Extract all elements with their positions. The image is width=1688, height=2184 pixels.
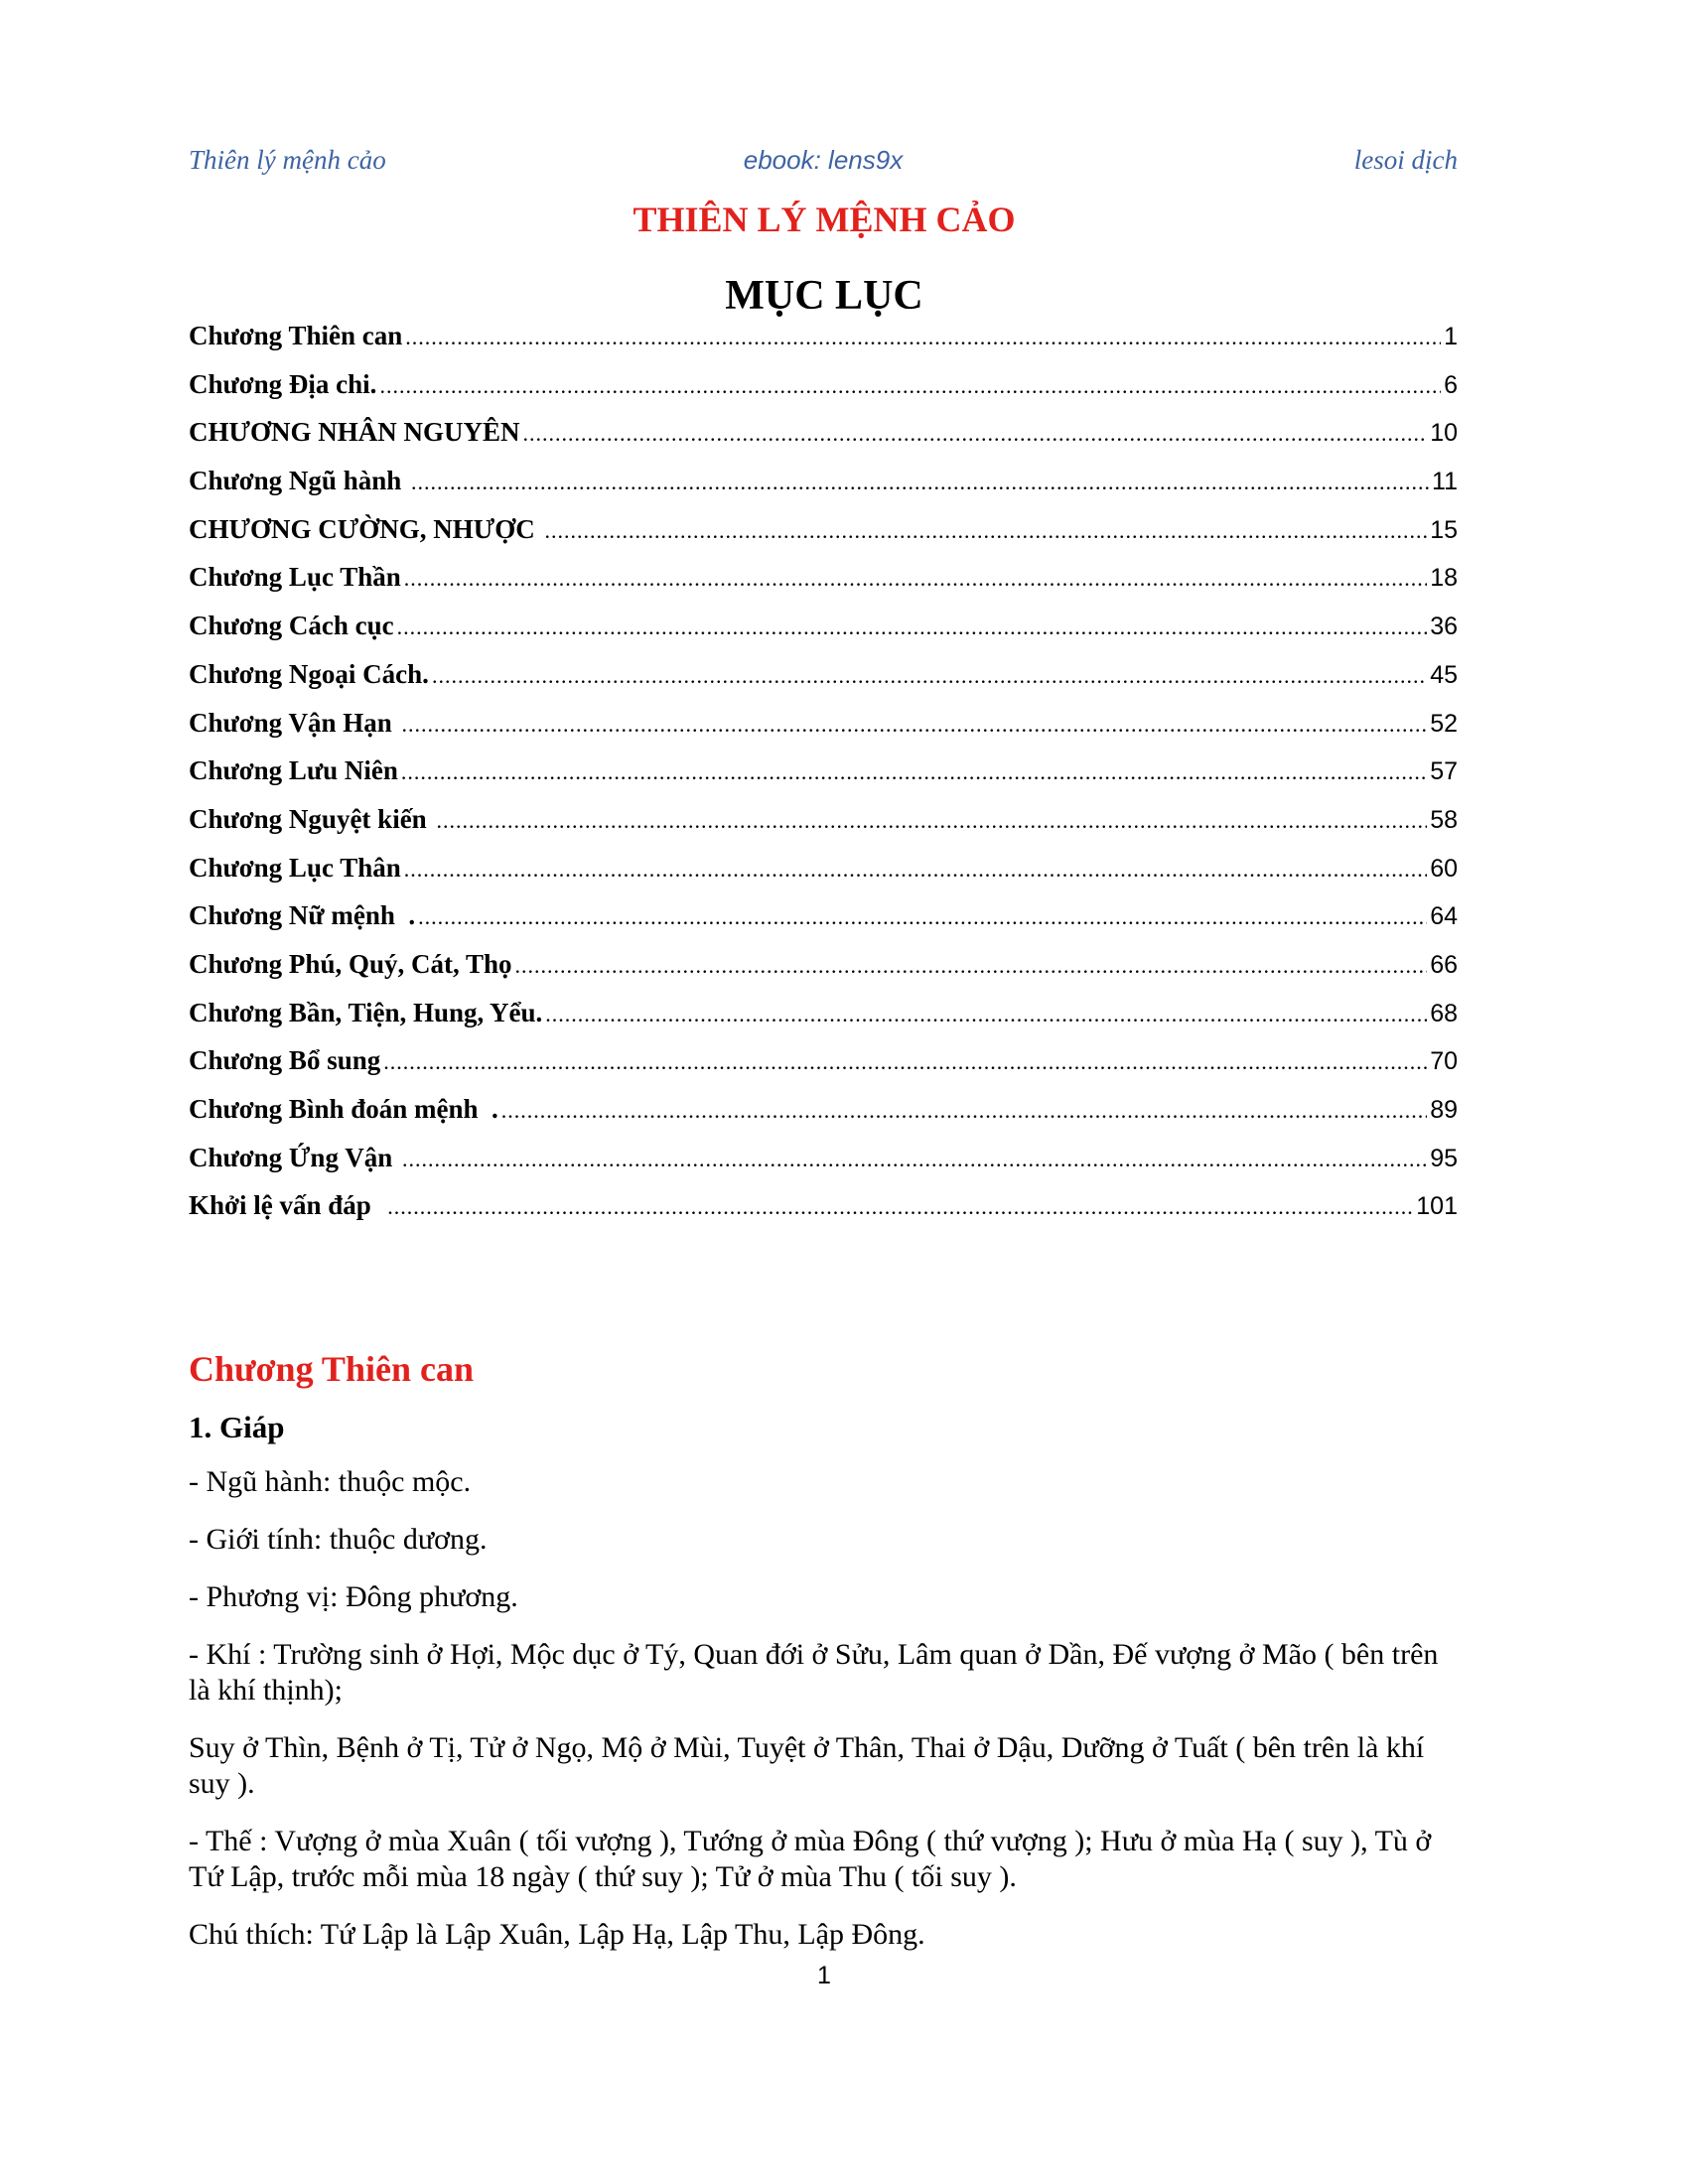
toc-entry[interactable] <box>189 369 1458 418</box>
toc-dot-leader <box>383 1049 1427 1075</box>
toc-entry-label: Chương Bình đoán mệnh . <box>189 1094 498 1124</box>
toc-entry-page: 1 <box>1444 323 1458 350</box>
section-title: 1. Giáp <box>189 1410 285 1444</box>
body-paragraph: - Ngũ hành: thuộc mộc. <box>189 1465 472 1498</box>
toc-entry-label: Chương Nguyệt kiến <box>189 803 434 834</box>
page-number: 1 <box>817 1962 831 1989</box>
toc-entry-page: 89 <box>1430 1096 1458 1124</box>
toc-dot-leader <box>436 808 1427 834</box>
toc-dot-leader <box>545 1002 1427 1027</box>
toc-entry-label: Chương Thiên can <box>189 321 403 350</box>
toc-dot-leader <box>387 1194 1413 1220</box>
toc-dot-leader <box>401 712 1427 738</box>
toc-entry-page: 68 <box>1430 999 1458 1027</box>
toc-entry[interactable] <box>189 900 1458 949</box>
toc-entry-page: 45 <box>1430 660 1458 689</box>
toc-entry[interactable] <box>189 804 1458 853</box>
toc-entry[interactable] <box>189 1190 1458 1239</box>
toc-entry-label: Chương Bổ sung <box>189 1045 381 1076</box>
toc-entry-page: 95 <box>1430 1144 1458 1172</box>
body-paragraph: - Phương vị: Đông phương. <box>189 1580 518 1613</box>
toc-dot-leader <box>397 614 1428 640</box>
running-header <box>189 145 1458 185</box>
toc-dot-leader <box>432 663 1427 689</box>
toc-dot-leader <box>401 759 1427 785</box>
toc-entry-label: Chương Vận Hạn <box>189 707 399 738</box>
toc-entry-page: 6 <box>1444 370 1458 399</box>
toc-dot-leader <box>411 470 1429 495</box>
toc-dot-leader <box>379 373 1441 399</box>
book-title: THIÊN LÝ MỆNH CẢO <box>633 200 1016 239</box>
toc-dot-leader <box>404 857 1427 883</box>
toc-entry[interactable] <box>189 949 1458 998</box>
chapter-title: Chương Thiên can <box>189 1349 474 1389</box>
toc-entry[interactable] <box>189 321 1458 369</box>
toc-entry-label: Chương Lưu Niên <box>189 755 398 786</box>
toc-entry[interactable] <box>189 466 1458 514</box>
toc-entry-page: 58 <box>1430 805 1458 834</box>
toc-entry-label: CHƯƠNG CƯỜNG, NHƯỢC <box>189 513 542 544</box>
toc-heading: MỤC LỤC <box>725 273 923 319</box>
toc-entry[interactable] <box>189 708 1458 756</box>
toc-entry[interactable] <box>189 417 1458 466</box>
toc-entry-page: 64 <box>1430 902 1458 931</box>
toc-entry-label: Chương Địa chi. <box>189 368 377 399</box>
toc-dot-leader <box>544 518 1427 544</box>
toc-entry-page: 57 <box>1430 757 1458 786</box>
toc-entry-label: Chương Lục Thân <box>189 852 401 883</box>
toc-dot-leader <box>405 325 1441 350</box>
toc-entry-label: Chương Cách cục <box>189 611 394 641</box>
toc-dot-leader <box>515 953 1428 979</box>
toc-entry[interactable] <box>189 998 1458 1046</box>
toc-entry-label: Chương Ngũ hành <box>189 466 408 496</box>
body-paragraph: Suy ở Thìn, Bệnh ở Tị, Tử ở Ngọ, Mộ ở Mùi, Tuyệt ở Thân, Thai ở Dậu, Dưỡng ở Tuất ( bên trên là khí suy ). <box>189 1731 1425 1800</box>
body-paragraph: - Giới tính: thuộc dương. <box>189 1523 488 1556</box>
toc-entry-label: Chương Ứng Vận <box>189 1142 399 1172</box>
toc-entry-page: 15 <box>1430 515 1458 544</box>
toc-entry[interactable] <box>189 1143 1458 1191</box>
toc-entry-label: Chương Ngoại Cách. <box>189 658 429 689</box>
toc-entry-label: Chương Lục Thần <box>189 562 401 593</box>
header-ebook-credit: ebook: lens9x <box>743 145 904 175</box>
body-paragraph: - Thế : Vượng ở mùa Xuân ( tối vượng ), Tướng ở mùa Đông ( thứ vượng ); Hưu ở mùa Hạ ( suy ), Tù ở Tứ Lập, trước mỗi mùa 18 ngày ( thứ suy ); Tử ở mùa Thu ( tối suy ). <box>189 1825 1432 1893</box>
toc-entry[interactable] <box>189 514 1458 563</box>
toc-dot-leader <box>523 421 1428 447</box>
toc-dot-leader <box>404 566 1427 592</box>
toc-entry-label: CHƯƠNG NHÂN NGUYÊN <box>189 417 520 448</box>
toc-entry-page: 66 <box>1430 950 1458 979</box>
toc-entry-label: Chương Phú, Quý, Cát, Thọ <box>189 948 512 979</box>
toc-entry-page: 10 <box>1430 419 1458 448</box>
chapter-body <box>189 1464 1458 1975</box>
toc-entry[interactable] <box>189 755 1458 804</box>
toc-entry-page: 52 <box>1430 709 1458 738</box>
toc-entry-page: 36 <box>1430 613 1458 641</box>
toc-entry-label: Chương Bần, Tiện, Hung, Yểu. <box>189 997 543 1027</box>
toc-entry-page: 18 <box>1430 564 1458 593</box>
header-translator: lesoi dịch <box>1353 145 1458 175</box>
toc-entry[interactable] <box>189 1094 1458 1143</box>
toc-dot-leader <box>402 1147 1427 1172</box>
toc-dot-leader <box>418 904 1427 930</box>
toc-entry-page: 60 <box>1430 854 1458 883</box>
toc-entry-label: Khởi lệ vấn đáp <box>189 1190 385 1221</box>
toc-entry[interactable] <box>189 1045 1458 1094</box>
table-of-contents <box>189 321 1458 1239</box>
toc-entry-label: Chương Nữ mệnh . <box>189 900 416 931</box>
toc-entry-page: 101 <box>1416 1192 1458 1221</box>
toc-dot-leader <box>501 1098 1427 1124</box>
toc-entry[interactable] <box>189 611 1458 659</box>
toc-entry-page: 11 <box>1432 468 1458 496</box>
toc-entry[interactable] <box>189 562 1458 611</box>
toc-entry[interactable] <box>189 853 1458 901</box>
toc-entry[interactable] <box>189 659 1458 708</box>
toc-entry-page: 70 <box>1430 1047 1458 1076</box>
body-paragraph: - Khí : Trường sinh ở Hợi, Mộc dục ở Tý, Quan đới ở Sửu, Lâm quan ở Dần, Đế vượng ở Mão ( bên trên là khí thịnh); <box>189 1638 1439 1706</box>
body-paragraph: Chú thích: Tứ Lập là Lập Xuân, Lập Hạ, Lập Thu, Lập Đông. <box>189 1918 925 1951</box>
header-book-name: Thiên lý mệnh cảo <box>189 145 386 175</box>
